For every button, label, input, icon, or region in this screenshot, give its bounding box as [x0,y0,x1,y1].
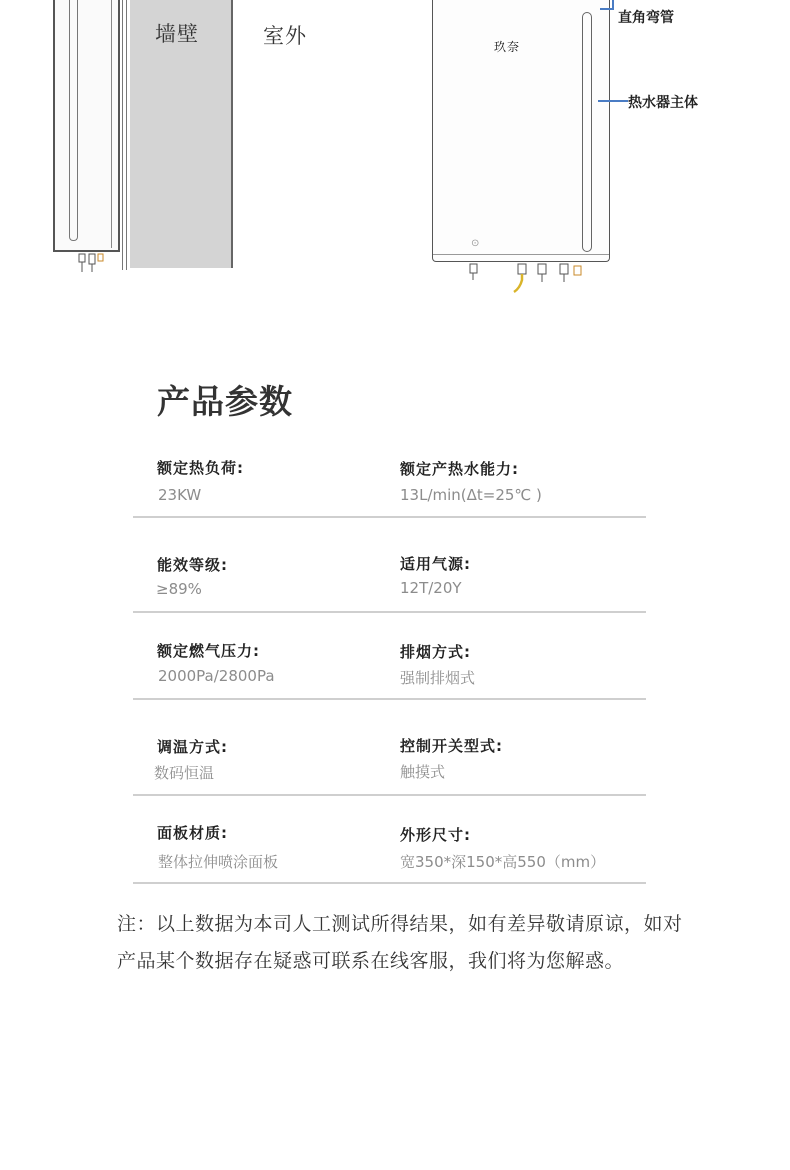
mounting-bracket [122,0,127,270]
param-label-dimensions: 外形尺寸: [400,826,471,844]
note-line-2: 产品某个数据存在疑惑可联系在线客服，我们将为您解惑。 [117,950,625,972]
param-value-gas-source: 12T/20Y [400,579,462,597]
param-value-energy-grade: ≥89% [156,580,202,598]
section-title: 产品参数 [157,382,293,421]
param-label-switch-type: 控制开关型式: [400,737,503,755]
param-label-panel-material: 面板材质: [157,824,228,842]
param-value-exhaust-method: 强制排烟式 [400,669,476,687]
param-value-gas-pressure: 2000Pa/2800Pa [158,667,275,685]
bottom-pipe-fittings [466,260,586,296]
outside-label: 室外 [263,24,307,48]
param-label-gas-source: 适用气源: [400,555,471,573]
brand-logo: 玖奈 [494,40,521,54]
side-pipe-fittings [76,252,106,274]
divider [133,794,646,796]
param-label-gas-pressure: 额定燃气压力: [157,642,260,660]
param-label-exhaust-method: 排烟方式: [400,643,471,661]
flame-icon: ⊙ [471,238,480,249]
param-value-dimensions: 宽350*深150*高550（mm） [400,853,606,871]
installation-diagram [0,0,790,310]
divider [133,516,646,518]
param-value-temp-control: 数码恒温 [154,764,215,782]
param-value-switch-type: 触摸式 [400,763,446,781]
heater-side-view [53,0,120,252]
divider [133,698,646,700]
body-leader-line [598,100,628,102]
elbow-pipe-shape [600,0,614,10]
divider [133,611,646,613]
param-label-temp-control: 调温方式: [157,738,228,756]
param-label-hot-water-capacity: 额定产热水能力: [400,460,519,478]
param-label-rated-heat-load: 额定热负荷: [157,459,244,477]
disclaimer-note [117,906,707,980]
heater-body-label: 热水器主体 [628,95,698,111]
note-line-1: 注：以上数据为本司人工测试所得结果，如有差异敬请原谅，如对 [117,913,683,935]
heater-front-view [432,0,610,262]
param-value-panel-material: 整体拉伸喷涂面板 [158,853,279,871]
elbow-pipe-label: 直角弯管 [618,10,674,26]
param-label-energy-grade: 能效等级: [157,556,228,574]
param-value-rated-heat-load: 23KW [158,486,202,504]
wall-label: 墙壁 [155,22,199,46]
divider [133,882,646,884]
param-value-hot-water-capacity: 13L/min(Δt=25℃ ) [400,486,542,504]
